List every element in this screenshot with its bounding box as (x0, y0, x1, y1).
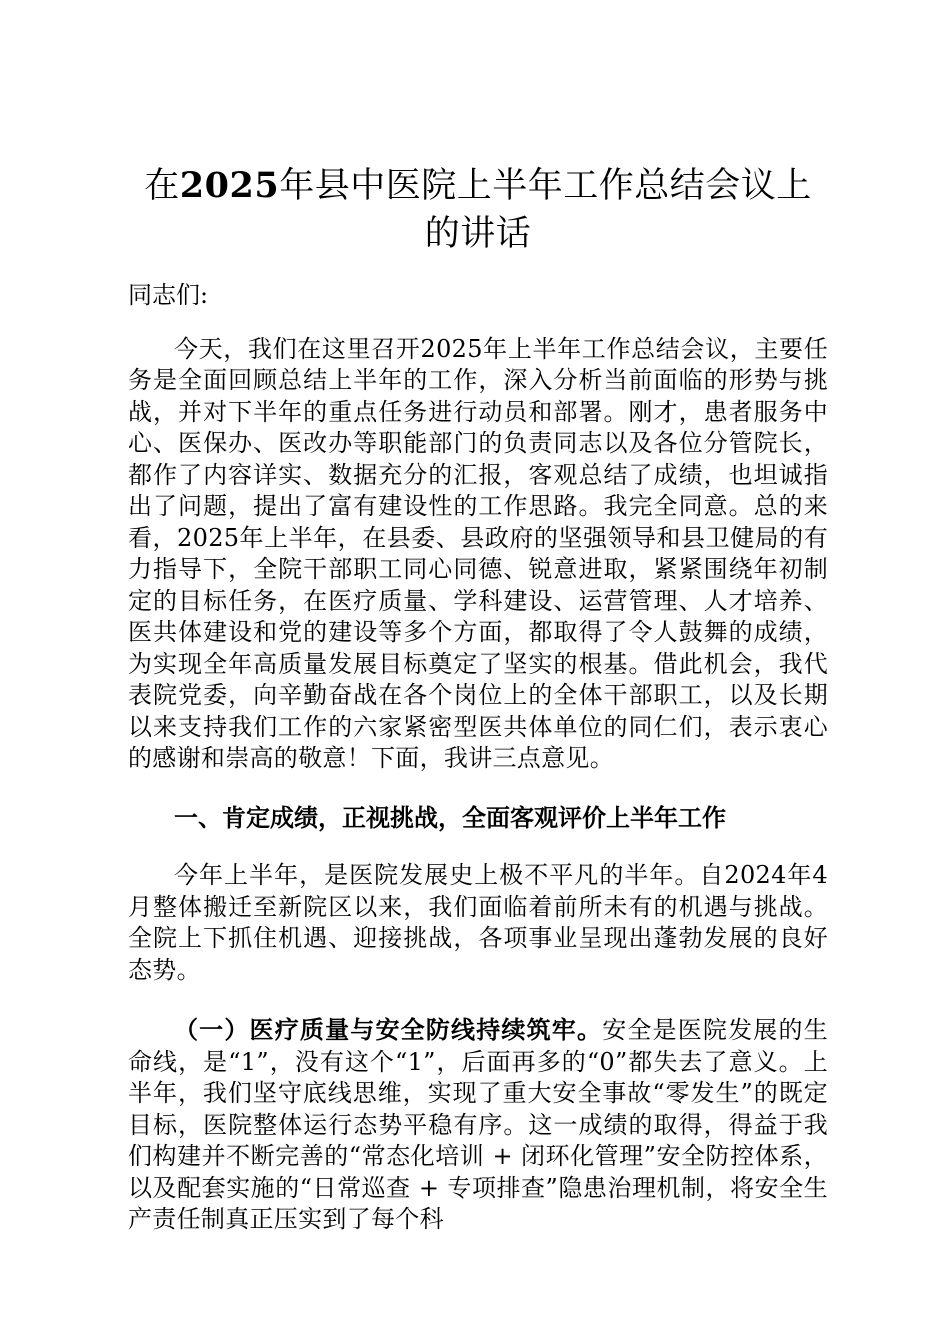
subsection-body: 安全是医院发展的生命线，是“1”，没有这个“1”，后面再多的“0”都失去了意义。上半年，我们坚守底线思维，实现了重大安全事故“零发生”的既定目标，医院整体运行态势平稳有序。这一成绩的取得，得益于我们构建并不断完善的“常态化培训 + 闭环化管理”安全防控体系，以及配套实施的“日常巡查 + 专项排查”隐患治理机制，将安全生产责任制真正压实到了每个科 (128, 1016, 828, 1233)
title-year: 2025 (179, 165, 280, 206)
subsection-lead: （一）医疗质量与安全防线持续筑牢。 (174, 1015, 603, 1044)
paragraph-section-1: 今年上半年，是医院发展史上极不平凡的半年。自2024年4月整体搬迁至新院区以来，我们面临着前所未有的机遇与挑战。全院上下抓住机遇、迎接挑战，各项事业呈现出蓬勃发展的良好态势。 (128, 861, 828, 984)
document-page (128, 162, 828, 1236)
section-heading-1: 一、肯定成绩，正视挑战，全面客观评价上半年工作 (174, 802, 726, 832)
title-prefix: 在 (144, 166, 180, 206)
title-suffix: 年县中医院上半年工作总结会议上的讲话 (279, 166, 812, 254)
paragraph-intro: 今天，我们在这里召开2025年上半年工作总结会议，主要任务是全面回顾总结上半年的工作，深入分析当前面临的形势与挑战，并对下半年的重点任务进行动员和部署。刚才，患者服务中心、医保办、医改办等职能部门的负责同志以及各位分管院长，都作了内容详实、数据充分的汇报，客观总结了成绩，也坦诚指出了问题，提出了富有建设性的工作思路。我完全同意。总的来看，2025年上半年，在县委、县政府的坚强领导和县卫健局的有力指导下，全院干部职工同心同德、锐意进取，紧紧围绕年初制定的目标任务，在医疗质量、学科建设、运营管理、人才培养、医共体建设和党的建设等多个方面，都取得了令人鼓舞的成绩，为实现全年高质量发展目标奠定了坚实的根基。借此机会，我代表院党委，向辛勤奋战在各个岗位上的全体干部职工，以及长期以来支持我们工作的六家紧密型医共体单位的同仁们，表示衷心的感谢和崇高的敬意！下面，我讲三点意见。 (128, 334, 828, 772)
salutation: 同志们: (128, 281, 209, 309)
paragraph-subsection-1 (128, 1014, 828, 1236)
page-title (128, 162, 828, 258)
